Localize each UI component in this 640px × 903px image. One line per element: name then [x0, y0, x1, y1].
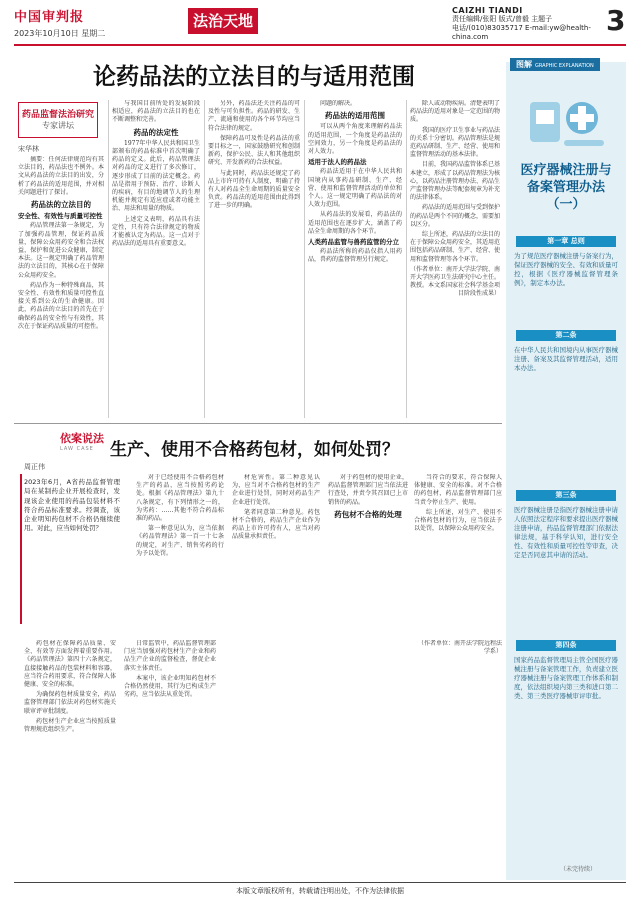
- footer-text: 本版文章版权所有，转载请注明出处，不作为法律依据: [236, 887, 404, 895]
- paragraph: 当符合的要求，符合保障人体健康、安全的标准。对不合格的药包材，药品监督管理部门应当责令停止生产、使用。: [414, 474, 502, 506]
- article2-col5: [328, 474, 408, 624]
- paragraph: 药品法所称的药品仅指人用药品，兽药的监督管理另行规定。: [308, 248, 402, 264]
- column-divider: [204, 100, 205, 418]
- paragraph: 摘要：任何法律规范均有其立法目的，药品法也不例外。本文从药品法的立法目的出发，分析了药品法的适用范围，并对相关问题进行了探讨。: [18, 156, 104, 196]
- paragraph: 我国的医疗卫生事业与药品法的关系十分密切。药品管理法是规范药品研制、生产、经营、使用和监督管理活动的基本法律。: [410, 126, 500, 159]
- sidebar-chapter-text: 医疗器械注册是指医疗器械注册申请人依照法定程序和要求提出医疗器械注册申请，药品监督管理部门依据法律法规，基于科学认知，进行安全性、有效性和质量可控性等审查，决定是否同意其申请的活动。: [514, 506, 618, 559]
- subheading: 人类药品监管与兽药监管的分立: [308, 238, 399, 247]
- sidebar-chapter-label: 第三条: [516, 490, 616, 501]
- footer-rule: [14, 882, 626, 883]
- paragraph: 药包材在保障药品质量、安全、有效等方面发挥着重要作用。《药品管理法》第四十六条规定，直接接触药品的包装材料和容器，应当符合药用要求，符合保障人体健康、安全的标准。: [24, 640, 116, 689]
- paragraph: 综上所述，对生产、使用不合格药包材的行为，应当依法予以处罚，以保障公众用药安全。: [414, 508, 502, 533]
- column-divider: [406, 100, 407, 418]
- article2-headline: 生产、使用不合格药包材，如何处罚？: [110, 440, 399, 460]
- paragraph: 药品管理法第一条规定，为了加强药品管理，保证药品质量，保障公众用药安全和合法权益，保护和促进公众健康，制定本法。这一规定明确了药品管理法的立法目的，其核心在于保障公众用药安全。: [18, 222, 104, 279]
- column-divider: [304, 100, 305, 418]
- subheading: 适用于法人的药品法: [308, 158, 367, 167]
- subheading: 安全性、有效性与质量可控性: [18, 212, 103, 221]
- article2-col4: [232, 474, 320, 624]
- article2-col1: [24, 640, 116, 876]
- paragraph: 保障药品可及性是药品法的重要目标之一，国家鼓励研究和创制新药，保护公民、法人和其他组织研究、开发新药的合法权益。: [208, 134, 300, 167]
- sidebar-tag: [510, 58, 600, 71]
- paragraph: 材危害性。第二种意见认为，应当对不合格药包材的生产企业进行处罚，同时对药品生产企业进行处罚。: [232, 474, 320, 506]
- paragraph: 对于已经使用不合格药包材生产的药品，应当按照劣药论处。根据《药品管理法》第九十八条规定，有下列情形之一的，为劣药：……其他不符合药品标准的药品。: [136, 474, 224, 523]
- editors-line2: 电话/(010)83035717 E-mail:yw@health-china.com: [452, 24, 591, 41]
- article1-col2: [112, 100, 200, 418]
- paragraph: 另外，药品法还关注药品的可及性与可负担性。药品的研发、生产、流通和使用的各个环节均应当符合法律的规定。: [208, 100, 300, 132]
- paragraph: 从药品法的发展看，药品法的适用范围也在逐步扩大，涵盖了药品全生命周期的各个环节。: [308, 211, 402, 235]
- article2-col-end: [414, 640, 502, 876]
- page-number: 3: [606, 4, 626, 37]
- paragraph: 笔者同意第二种意见。药包材不合格的，药品生产企业作为药品上市许可持有人，应当对药品质量承担责任。: [232, 508, 320, 541]
- paragraph: 药品法的适用范围与受到保护的药品是两个不同的概念，需要加以区分。: [410, 204, 500, 228]
- paragraph: 药品法适用于在中华人民共和国境内从事药品研制、生产、经营、使用和监督管理活动的单位和个人。这一规定明确了药品法的对人效力范围。: [308, 168, 402, 209]
- article2-lead: 2023年6月，A省药品监督管理局在某制药企业开展检查时，发现该企业使用的药品包装材料不符合药品标准要求。经调查，该企业明知药包材不合格仍继续使用。对此，应当如何处罚？: [24, 478, 120, 533]
- article1-headline: 论药品法的立法目的与适用范围: [93, 63, 415, 90]
- paragraph: 除人或动物疾病。清楚表明了药品法的适用对象是一定范围的物质。: [410, 100, 500, 124]
- masthead: [0, 0, 640, 44]
- paragraph: 本案中，该企业明知药包材不合格仍然使用，其行为已构成生产劣药，应当依法从重处罚。: [124, 674, 216, 699]
- medical-devices-illustration-icon: [522, 82, 612, 156]
- paragraph: 与此同时，药品法还规定了药品上市许可持有人制度，明确了持有人对药品全生命周期的质量安全负责。药品法的适用范围由此得到了进一步的明确。: [208, 169, 300, 210]
- sidebar-chapter-label: 第二条: [516, 330, 616, 341]
- paragraph: 第一种意见认为，应当依据《药品管理法》第一百一十七条的规定，对生产、销售劣药的行为予以处罚。: [136, 525, 224, 557]
- sidebar-tag-en: GRAPHIC EXPLANATION: [535, 63, 594, 69]
- paragraph: 对于药包材的使用企业，药品监督管理部门应当依法进行查处，并责令其召回已上市销售的药品。: [328, 474, 408, 506]
- subheading: 药品的法定性: [133, 127, 179, 137]
- sidebar-chapter-label: 第四条: [516, 640, 616, 651]
- section-title: 法治天地: [188, 8, 258, 34]
- sidebar-chapter-text: 国家药品监督管理局主管全国医疗器械注册与备案管理工作，负责建立医疗器械注册与备案管理工作体系和制度，依法组织境内第三类和进口第二类、第三类医疗器械审评审批。: [514, 656, 618, 700]
- article2-col2: [136, 474, 224, 624]
- subheading: 药品法的立法目的: [31, 200, 91, 210]
- paragraph: 综上所述，药品法的立法目的在于保障公众用药安全，其适用范围包括药品研制、生产、经营、使用和监督管理等各个环节。: [410, 231, 500, 263]
- subheading: 药包材不合格的处理: [334, 509, 402, 519]
- article1-author: 宋华林: [18, 145, 39, 153]
- article1-col3: [208, 100, 300, 418]
- article2-section-label: [60, 430, 104, 452]
- sidebar-credit: （未完待续）: [560, 866, 597, 873]
- article1-signature: （作者单位：南开大学法学院、南开大学医药卫生法研究中心主任。教授。本文系国家社会科学基金项目阶段性成果）: [410, 265, 500, 298]
- dateline: 2023年10月10日 星期二: [14, 29, 106, 38]
- editors-info: [452, 6, 602, 42]
- article1-col5: [410, 100, 500, 418]
- paragraph: 与我国目前所处的发展阶段相适应，药品法的立法目的也在不断调整和完善。: [112, 100, 200, 124]
- sidebar-chapter-text: 在中华人民共和国境内从事医疗器械注册、备案及其监督管理活动，适用本办法。: [514, 346, 618, 372]
- article1-col4: [308, 100, 402, 418]
- sidebar-tag-text: 图解: [516, 60, 532, 69]
- column-divider: [108, 100, 109, 418]
- masthead-rule: [14, 44, 626, 46]
- editors-line1: 责任编辑/张阳 版式/曾毅 主题子: [452, 15, 553, 23]
- sidebar-chapter-label: 第一章 总则: [516, 236, 616, 247]
- article2-col6: [414, 474, 502, 624]
- paragraph: 日常监管中，药品监督管理部门应当加强对药包材生产企业和药品生产企业的监督检查，督促企业落实主体责任。: [124, 640, 216, 672]
- editors-en: CAIZHI TIANDI: [452, 6, 523, 15]
- article2-col3: [124, 640, 216, 876]
- paragraph: 药包材生产企业应当按照质量管理规范组织生产。: [24, 717, 116, 734]
- article1-section-label: [18, 102, 98, 138]
- sidebar-chapter-text: 为了规范医疗器械注册与备案行为，保证医疗器械的安全、有效和质量可控，根据《医疗器械监督管理条例》，制定本办法。: [514, 252, 618, 287]
- paragraph: 上述定义表明，药品具有法定性，只有符合法律规定的物质才能被认定为药品。这一点对于药品法的适用具有重要意义。: [112, 215, 200, 248]
- paragraph: 问题的解决。: [320, 100, 357, 107]
- paragraph: 1977年中华人民共和国卫生部颁布的药品标准中首次明确了药品的定义。此后，药品管理法对药品的定义进行了多次修订，逐步形成了目前的法定概念。药品是指用于预防、治疗、诊断人的疾病，有目的地调节人的生理机能并规定有适应症或者功能主治、用法和用量的物质。: [112, 139, 200, 213]
- paragraph: 可以从两个角度来理解药品法的适用范围，一个角度是药品法的空间效力，另一个角度是药品法的对人效力。: [308, 123, 402, 156]
- article2-section-text: 依案说法: [60, 432, 104, 445]
- section-label-text: 药品监督法治研究: [21, 110, 94, 120]
- subheading: 药品法的适用范围: [325, 111, 385, 121]
- section-sub-text: 专家讲坛: [42, 121, 74, 130]
- section-divider: [14, 423, 502, 424]
- article1-col1: [18, 156, 104, 418]
- article2-signature: （作者单位：南开法学院远程法学系）: [417, 640, 502, 656]
- sidebar-title: 医疗器械注册与备案管理办法（一）: [520, 163, 612, 212]
- article2-author: 周正伟: [24, 463, 45, 471]
- paragraph: 为确保药包材质量安全，药品监督管理部门依法对药包材实施关联审评审批制度。: [24, 691, 116, 715]
- paragraph: 目前，我国药品监管体系已基本建立，形成了以药品管理法为核心，以药品注册管理办法、药品生产监督管理办法等配套规章为补充的法律体系。: [410, 161, 500, 202]
- newspaper-logo: 中国审判报: [14, 10, 85, 25]
- article2-section-en: LAW CASE: [60, 446, 94, 452]
- paragraph: 药品作为一种特殊商品，其安全性、有效性和质量可控性直接关系到公众的生命健康。因此，药品法的立法目的首先在于确保药品的安全性与有效性，其次在于保证药品质量的可控性。: [18, 281, 104, 330]
